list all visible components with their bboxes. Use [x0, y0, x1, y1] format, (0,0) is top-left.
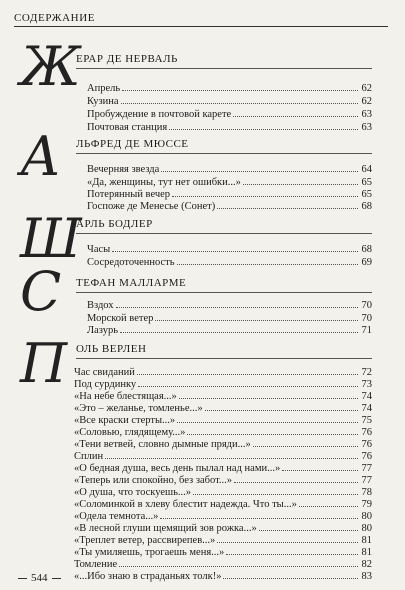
author-initial: П	[20, 332, 68, 395]
dot-leader	[112, 243, 358, 252]
entry-page: 65	[361, 189, 372, 200]
entry-page: 69	[361, 257, 372, 268]
author-rule	[76, 233, 372, 234]
dot-leader	[121, 95, 358, 104]
entry-page: 79	[361, 499, 372, 510]
author-initial: Ж	[20, 35, 81, 98]
dot-leader	[259, 522, 358, 531]
dot-leader	[172, 188, 358, 197]
page-footer	[14, 572, 65, 584]
toc-entry[interactable]	[87, 163, 372, 176]
entry-title: Сплин	[74, 451, 104, 462]
entry-page: 74	[361, 391, 372, 402]
author-name: ЛЬФРЕД ДЕ МЮССЕ	[76, 138, 189, 150]
dot-leader	[217, 534, 358, 543]
toc-entry[interactable]	[87, 108, 372, 121]
toc-entry[interactable]	[87, 299, 372, 312]
entry-page: 71	[361, 325, 372, 336]
author-name: ЕРАР ДЕ НЕРВАЛЬ	[76, 53, 178, 65]
toc-entry[interactable]	[87, 243, 372, 256]
toc-entry[interactable]	[74, 570, 372, 583]
entry-title: «Треплет ветер, рассвирепев...»	[74, 535, 216, 546]
entry-title: Почтовая станция	[87, 122, 168, 133]
entry-title: «В лесной глуши щемящий зов рожка...»	[74, 523, 257, 534]
dot-leader	[116, 299, 358, 308]
entry-title: «Тени ветвей, словно дымные пряди...»	[74, 439, 251, 450]
entry-title: Под сурдинку	[74, 379, 137, 390]
author-rule	[76, 68, 372, 69]
entry-title: Потерянный вечер	[87, 189, 171, 200]
dot-leader	[138, 378, 358, 387]
dot-leader	[169, 121, 358, 130]
dot-leader	[243, 176, 358, 185]
entry-title: «Ты умиляешь, трогаешь меня...»	[74, 547, 225, 558]
entry-title: Пробуждение в почтовой карете	[87, 109, 232, 120]
entry-page: 77	[361, 463, 372, 474]
entry-page: 70	[361, 313, 372, 324]
entry-page: 82	[361, 559, 372, 570]
dot-leader	[161, 163, 358, 172]
dot-leader	[160, 510, 358, 519]
entry-page: 80	[361, 523, 372, 534]
entry-page: 83	[361, 571, 372, 582]
entry-title: «...Ибо знаю в страданьях толк!»	[74, 571, 222, 582]
entry-title: «Одела темнота...»	[74, 511, 159, 522]
entry-page: 78	[361, 487, 372, 498]
author-name: ТЕФАН МАЛЛАРМЕ	[76, 277, 187, 289]
dot-leader	[179, 390, 358, 399]
dot-leader	[155, 312, 358, 321]
entry-page: 64	[361, 164, 372, 175]
entry-page: 74	[361, 403, 372, 414]
toc-entry[interactable]	[87, 200, 372, 213]
entry-page: 65	[361, 177, 372, 188]
author-name: ОЛЬ ВЕРЛЕН	[76, 343, 147, 355]
toc-entry[interactable]	[87, 324, 372, 337]
entry-title: «О душа, что тоскуешь...»	[74, 487, 191, 498]
footer-dash	[52, 578, 61, 579]
dot-leader	[217, 200, 358, 209]
entry-title: Апрель	[87, 83, 121, 94]
dot-leader	[119, 558, 358, 567]
entry-title: «Все краски стерты...»	[74, 415, 176, 426]
entry-page: 76	[361, 439, 372, 450]
entry-page: 81	[361, 535, 372, 546]
dot-leader	[193, 486, 358, 495]
author-name: АРЛЬ БОДЛЕР	[76, 218, 153, 230]
page-number: 544	[31, 572, 48, 584]
dot-leader	[226, 546, 358, 555]
dot-leader	[177, 414, 358, 423]
author-rule	[76, 292, 372, 293]
author-rule	[76, 153, 372, 154]
entry-title: Час свиданий	[74, 367, 135, 378]
entry-title: Сосредоточенность	[87, 257, 175, 268]
author-initial: С	[20, 260, 62, 323]
entry-title: Томление	[74, 559, 118, 570]
entry-page: 62	[361, 83, 372, 94]
dot-leader	[299, 498, 358, 507]
entry-title: «Соловью, глядящему...»	[74, 427, 186, 438]
entry-page: 73	[361, 379, 372, 390]
entry-page: 75	[361, 415, 372, 426]
entry-title: Вздох	[87, 300, 114, 311]
dot-leader	[120, 324, 358, 333]
entry-title: «Да, женщины, тут нет ошибки...»	[87, 177, 241, 188]
entry-title: «О бедная душа, весь день пылал над нами...»	[74, 463, 281, 474]
toc-entry[interactable]	[87, 95, 372, 108]
author-initial: Ш	[20, 207, 82, 270]
dot-leader	[137, 366, 358, 375]
entry-page: 80	[361, 511, 372, 522]
entry-page: 72	[361, 367, 372, 378]
entry-title: Лазурь	[87, 325, 118, 336]
entry-title: Госпоже де Менесье (Сонет)	[87, 201, 216, 212]
entry-page: 62	[361, 96, 372, 107]
entry-title: «Соломинкой в хлеву блестит надежда. Что ты...»	[74, 499, 297, 510]
dot-leader	[205, 402, 358, 411]
entry-title: Вечерняя звезда	[87, 164, 160, 175]
entry-page: 68	[361, 201, 372, 212]
dot-leader	[105, 450, 358, 459]
toc-entry[interactable]	[87, 121, 372, 134]
entry-title: «Теперь или спокойно, без забот...»	[74, 475, 233, 486]
entry-page: 70	[361, 300, 372, 311]
entry-page: 81	[361, 547, 372, 558]
dot-leader	[234, 474, 358, 483]
dot-leader	[233, 108, 358, 117]
entry-page: 63	[361, 109, 372, 120]
dot-leader	[253, 438, 358, 447]
entry-title: Кузина	[87, 96, 119, 107]
entry-title: «Это – желанье, томленье...»	[74, 403, 203, 414]
footer-dash	[18, 578, 27, 579]
entry-title: Часы	[87, 244, 111, 255]
author-rule	[76, 358, 372, 359]
entry-title: «На небе блестящая...»	[74, 391, 177, 402]
entry-title: Морской ветер	[87, 313, 154, 324]
entry-page: 63	[361, 122, 372, 133]
dot-leader	[282, 462, 358, 471]
entry-page: 76	[361, 427, 372, 438]
dot-leader	[223, 570, 358, 579]
entry-page: 77	[361, 475, 372, 486]
entry-page: 68	[361, 244, 372, 255]
author-initial: А	[20, 125, 61, 188]
dot-leader	[187, 426, 358, 435]
toc-entry[interactable]	[87, 82, 372, 95]
entry-page: 76	[361, 451, 372, 462]
header-title: СОДЕРЖАНИЕ	[14, 12, 96, 24]
dot-leader	[122, 82, 358, 91]
dot-leader	[177, 256, 358, 265]
toc-entry[interactable]	[87, 256, 372, 269]
running-header	[14, 12, 388, 27]
